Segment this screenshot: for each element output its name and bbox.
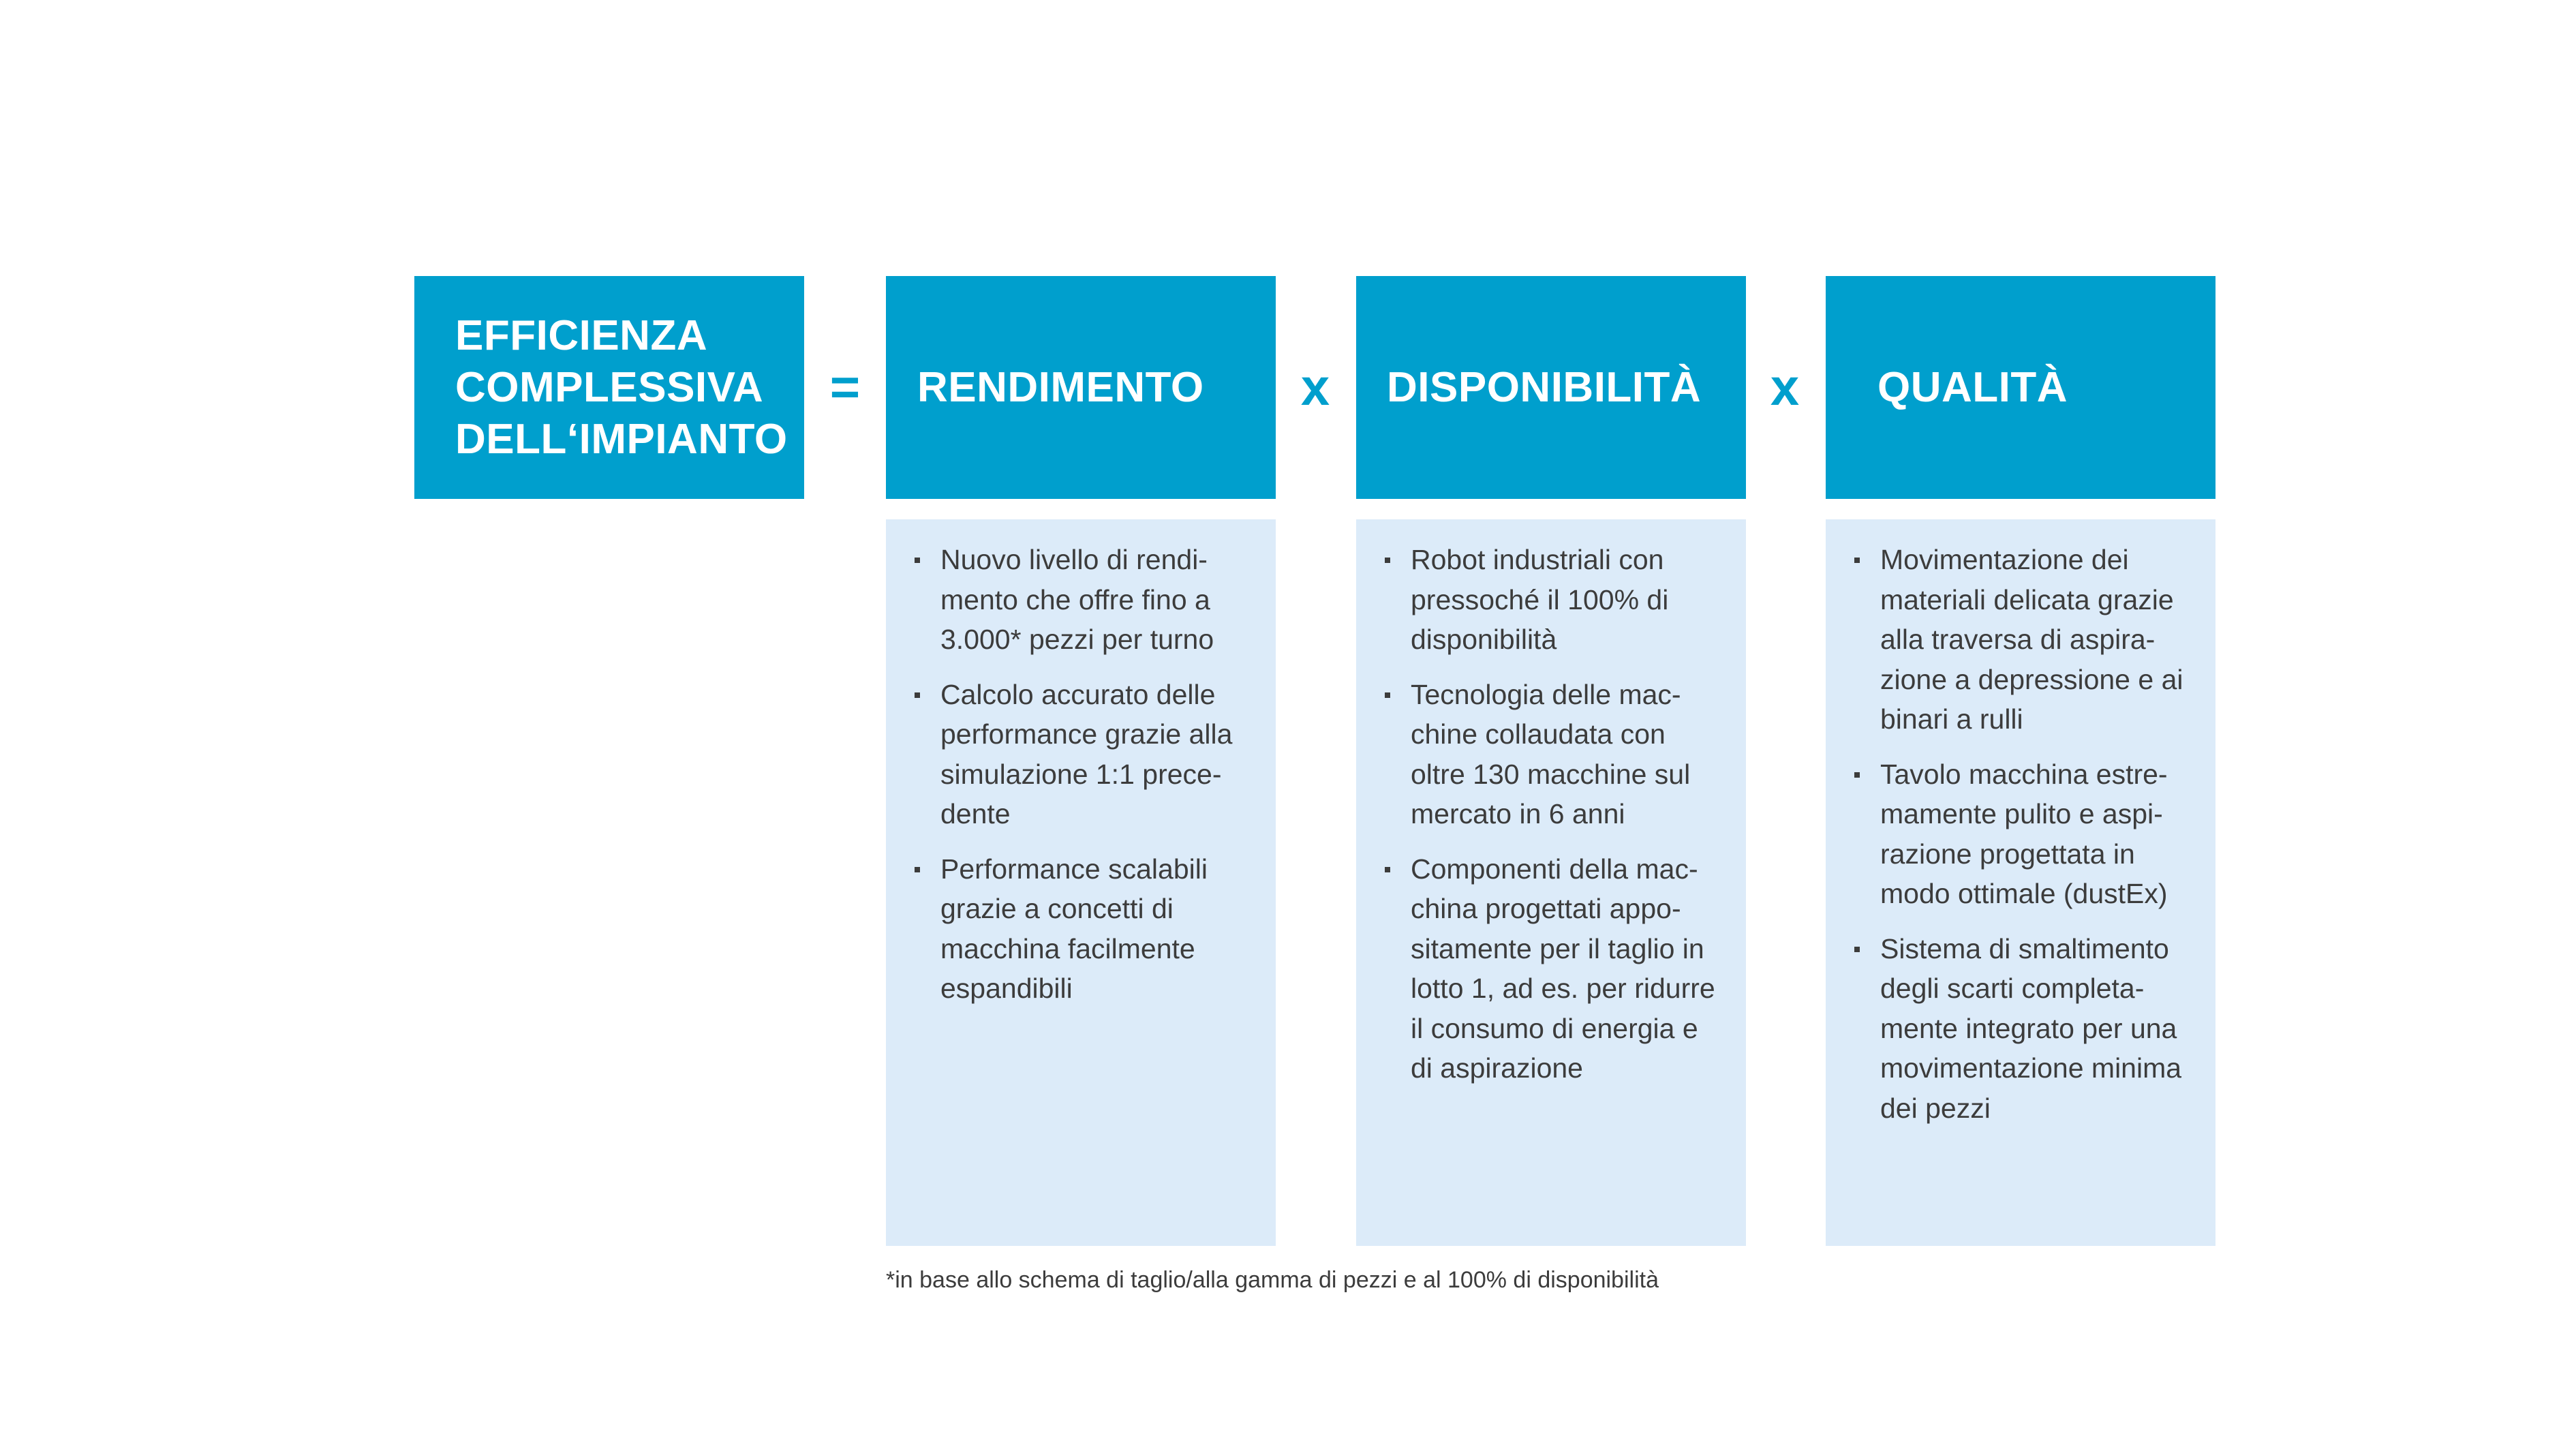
- multiply-operator-1: x: [1300, 359, 1330, 416]
- list-item: Robot industriali con pressoché il 100% di disponibilità: [1383, 540, 1719, 660]
- footnote: *in base allo schema di taglio/alla gamma di pezzi e al 100% di disponibilità: [886, 1267, 1659, 1293]
- disponibilita-title: DISPONIBILITÀ: [1387, 363, 1702, 411]
- list-item: Tavolo macchina estre- mamente pulito e aspi- razione progettata in modo ottimale (dustEx): [1853, 754, 2188, 914]
- list-item: Movimentazione dei materiali delicata grazie alla traversa di aspira- zione a depressione e ai binari a rulli: [1853, 540, 2188, 739]
- disponibilita-details-box: [1356, 519, 1746, 1246]
- multiply-operator-2: x: [1770, 359, 1800, 416]
- qualita-bullet-list: [1853, 540, 2188, 1128]
- rendimento-bullet-list: [913, 540, 1248, 1009]
- disponibilita-header-box: [1356, 276, 1746, 499]
- list-item: Performance scalabili grazie a concetti di macchina facilmente espandibili: [913, 849, 1248, 1009]
- rendimento-title: RENDIMENTO: [917, 363, 1204, 411]
- list-item: Nuovo livello di rendi- mento che offre fino a 3.000* pezzi per turno: [913, 540, 1248, 660]
- overall-equipment-efficiency-box: [414, 276, 804, 499]
- oee-title-line-3: DELL‘IMPIANTO: [455, 415, 788, 463]
- oee-title-line-2: COMPLESSIVA: [455, 363, 764, 411]
- list-item: Componenti della mac- china progettati appo- sitamente per il taglio in lotto 1, ad es. per ridurre il consumo di energia e di aspirazione: [1383, 849, 1719, 1088]
- rendimento-details-box: [886, 519, 1276, 1246]
- list-item: Tecnologia delle mac- chine collaudata con oltre 130 macchine sul mercato in 6 anni: [1383, 675, 1719, 834]
- disponibilita-bullet-list: [1383, 540, 1719, 1088]
- equals-operator: =: [829, 359, 861, 416]
- qualita-details-box: [1826, 519, 2215, 1246]
- rendimento-header-box: [886, 276, 1276, 499]
- list-item: Sistema di smaltimento degli scarti completa- mente integrato per una movimentazione minima dei pezzi: [1853, 929, 2188, 1129]
- list-item: Calcolo accurato delle performance grazie alla simulazione 1:1 prece- dente: [913, 675, 1248, 834]
- oee-title-line-1: EFFICIENZA: [455, 311, 708, 359]
- qualita-header-box: [1826, 276, 2215, 499]
- qualita-title: QUALITÀ: [1877, 363, 2068, 411]
